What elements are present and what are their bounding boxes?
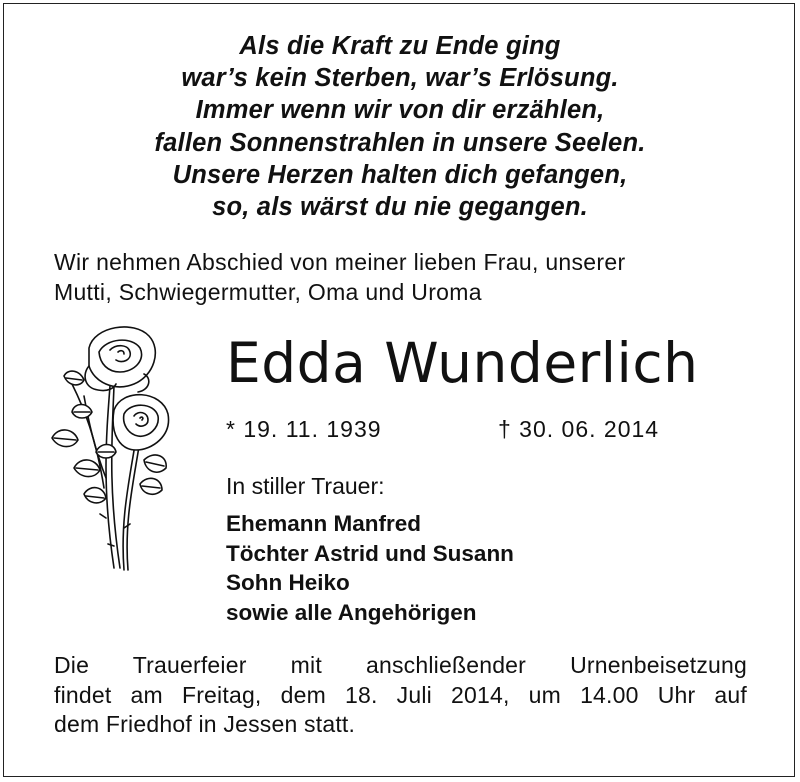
family-member: sowie alle Angehörigen <box>226 599 477 625</box>
rose-illustration-icon <box>44 318 174 580</box>
family-member: Töchter Astrid und Susann <box>226 540 514 566</box>
family-member: Sohn Heiko <box>226 570 350 595</box>
poem-line: war’s kein Sterben, war’s Erlösung. <box>181 64 619 93</box>
notice-line: dem Friedhof in Jessen statt. <box>54 711 356 737</box>
funeral-notice <box>54 651 747 740</box>
poem-line: Unsere Herzen halten dich gefangen, <box>172 160 628 189</box>
poem-line: so, als wärst du nie gegangen. <box>212 193 588 222</box>
family-list <box>226 509 514 627</box>
birth-date: * 19. 11. 1939 <box>226 416 382 442</box>
poem-line: Immer wenn wir von dir erzählen, <box>195 96 605 125</box>
poem-line: Als die Kraft zu Ende ging <box>239 32 561 60</box>
family-member: Ehemann Manfred <box>226 511 422 536</box>
poem <box>0 30 800 223</box>
notice-line: Die Trauerfeier mit anschließender Urnenbeisetzung <box>54 652 747 678</box>
notice-line: findet am Freitag, dem 18. Juli 2014, um 14.00 Uhr auf <box>54 681 747 708</box>
mourning-label: In stiller Trauer: <box>226 473 385 499</box>
death-date: † 30. 06. 2014 <box>498 416 660 442</box>
intro-line: Wir nehmen Abschied von meiner lieben Frau, unserer <box>54 249 626 275</box>
deceased-name: Edda Wunderlich <box>226 331 699 395</box>
farewell-intro <box>54 247 754 307</box>
poem-line: fallen Sonnenstrahlen in unsere Seelen. <box>154 128 646 157</box>
intro-line: Mutti, Schwiegermutter, Oma und Uroma <box>54 279 482 305</box>
